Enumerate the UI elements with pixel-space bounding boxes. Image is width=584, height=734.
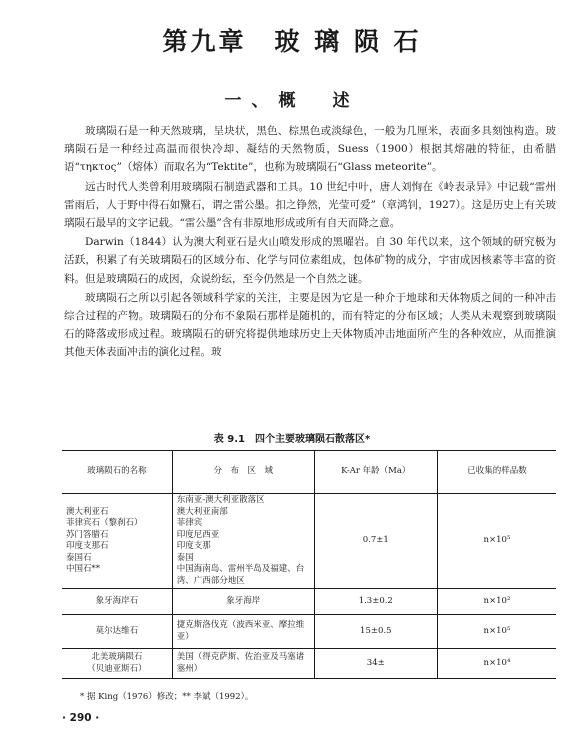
region-cell: 象牙海岸 <box>172 589 314 615</box>
region-cell: 美国（得克萨斯、佐治亚及马塞诸塞州） <box>172 649 314 679</box>
sample-count-cell: n×10⁵ <box>437 615 556 649</box>
sample-count-cell: n×10⁴ <box>437 649 556 679</box>
name-cell <box>62 494 172 589</box>
region-text: 菲律宾 <box>176 518 203 528</box>
meteorite-name: 北美玻璃陨石 <box>91 652 143 662</box>
meteorite-name: 澳大利亚石 <box>66 506 109 517</box>
meteorite-name: 菲律宾石（黎刹石） <box>66 518 143 528</box>
paragraph: 玻璃陨石之所以引起各领域科学家的关注，主要是因为它是一种介于地球和天体物质之间的一种冲击综合过程的产物。玻璃陨石的分布不象陨石那样是随机的，而有特定的分布区域；人类从未观察到玻璃陨石的降落或形成过程。玻璃陨石的研究将提供地球历史上天体物质冲击地面所产生的各种效应，从而推演其他天体表面冲击的演化过程。玻 <box>64 291 556 359</box>
table-row <box>62 494 556 589</box>
table-caption: 表 9.1 四个主要玻璃陨石散落区* <box>213 434 371 445</box>
age-cell: 0.7±1 <box>314 494 437 589</box>
paragraph: Darwin（1844）认为澳大利亚石是火山喷发形成的黑曜岩。自 30 年代以来，这个领域的研究极为活跃，积累了有关玻璃陨石的区域分布、化学与同位素组成，包体矿物的成分，宇宙成因核素等丰富的资料。但是玻璃陨石的成因，众说纷纭，至今仍然是一个自然之谜。 <box>64 236 556 285</box>
column-header: 玻璃陨石的名称 <box>62 451 172 494</box>
meteorite-name: （贝迪亚斯石） <box>87 663 147 674</box>
region-text: 中国海南岛、雷州半岛及福建、台湾、广西部分地区 <box>176 564 305 586</box>
table-row <box>62 589 556 615</box>
meteorite-name: 苏门答腊石 <box>66 529 109 540</box>
meteorite-name: 泰国石 <box>66 552 92 563</box>
chapter-title: 第九章 玻 璃 陨 石 <box>162 27 422 56</box>
column-header: K-Ar 年龄（Ma） <box>314 451 437 494</box>
paragraph: 玻璃陨石是一种天然玻璃，呈块状，黑色、棕黑色或淡绿色，一般为几厘米，表面多具刻蚀构造。玻璃陨石是一种经过高温而很快冷却、凝结的天然物质，Suess（1900）根据其熔融的特征，由希腊语“τηκτος”（熔体）而取名为“Tektite”，也称为玻璃陨石“Glass meteorite”。 <box>64 125 556 174</box>
table-row <box>62 649 556 679</box>
section-heading: 一、概 述 <box>224 91 360 111</box>
meteorite-name: 印度支那石 <box>66 541 109 551</box>
age-cell: 34± <box>314 649 437 679</box>
name-cell: 莫尔达维石 <box>62 615 172 649</box>
region-cell <box>172 494 314 589</box>
column-header: 分 布 区 域 <box>172 451 314 494</box>
region-text: 泰国 <box>176 552 194 563</box>
table-header-row <box>62 451 556 494</box>
paragraph: 远古时代人类曾利用玻璃陨石制造武器和工具。10 世纪中叶，唐人刘恂在《岭表录异》中记载“雷州雷雨后，人于野中得石如黳石，谓之雷公墨。扣之铮然，光莹可爱”（章鸿钊，1927）。这是历史上有关玻璃陨石最早的文字记载。“雷公墨”含有非原地形成或所有自天而降之意。 <box>64 180 556 230</box>
age-cell: 1.3±0.2 <box>314 589 437 615</box>
meteorite-table <box>62 450 556 679</box>
meteorite-name: 中国石** <box>66 564 101 574</box>
region-text: 澳大利亚南部 <box>176 506 228 517</box>
table-footnote: * 据 King（1976）修改；** 李斌（1992）。 <box>80 692 254 702</box>
column-header: 已收集的样品数 <box>437 451 556 494</box>
region-text: 东南亚-澳大利亚散落区 <box>176 495 265 505</box>
name-cell <box>62 649 172 679</box>
table-row <box>62 615 556 649</box>
sample-count-cell: n×10⁵ <box>437 494 556 589</box>
name-cell: 象牙海岸石 <box>62 589 172 615</box>
body-text <box>64 122 556 363</box>
sample-count-cell: n×10² <box>437 589 556 615</box>
page-number: · 290 · <box>62 712 100 724</box>
region-text: 印度尼西亚 <box>176 529 220 540</box>
region-cell: 捷克斯洛伐克（波西米亚、摩拉维亚） <box>172 615 314 649</box>
region-text: 印度支那 <box>176 541 211 551</box>
age-cell: 15±0.5 <box>314 615 437 649</box>
